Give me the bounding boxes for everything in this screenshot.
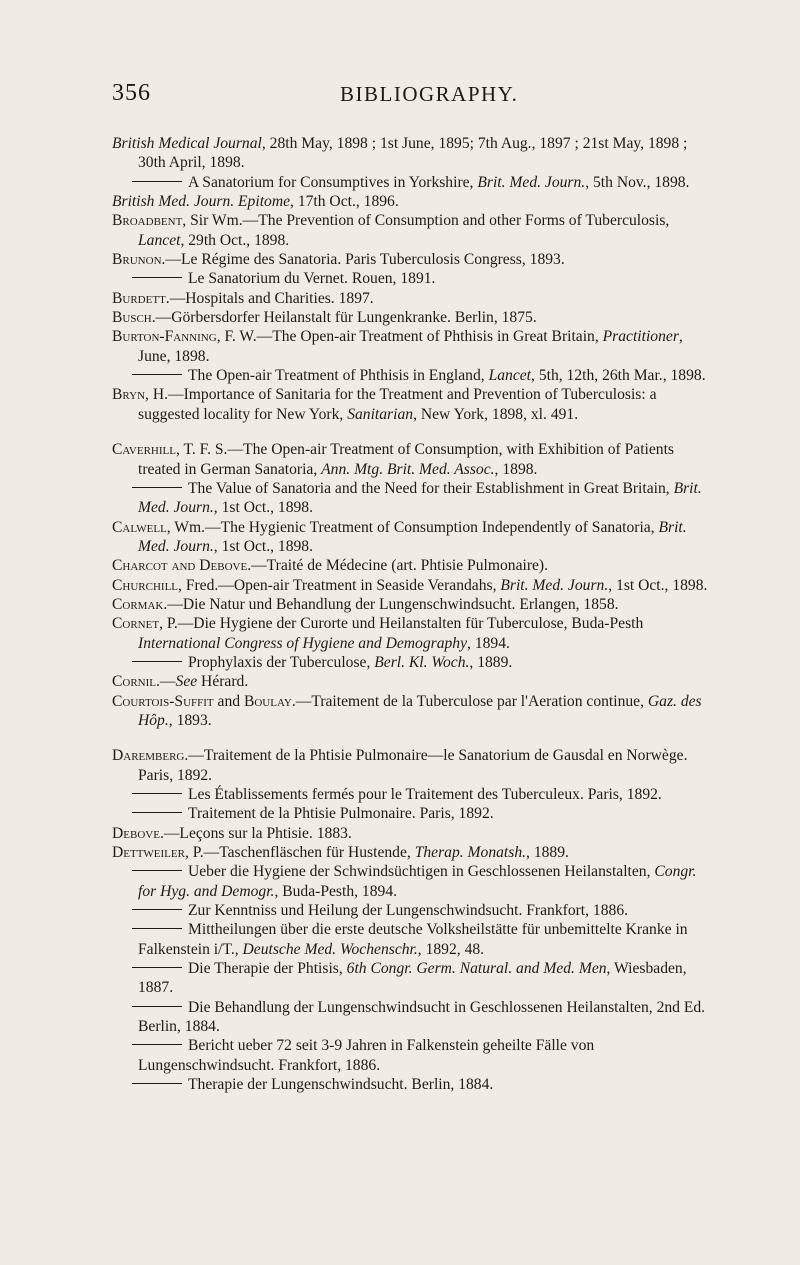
- entry-6: [112, 269, 718, 288]
- entry-text: Bericht ueber 72 seit 3-9 Jahren in Falkenstein geheilte Fälle von Lungenschwindsucht. Frankfort, 1886.: [138, 1037, 595, 1074]
- entry-author: Broadbent: [112, 212, 183, 230]
- entry-author: Debove: [112, 824, 160, 842]
- entry-journal: British Med. Journ. Epitome: [112, 193, 291, 211]
- entry-journal: Brit. Med. Journ.: [500, 576, 609, 594]
- entry-text: .—: [156, 673, 176, 691]
- entry-journal: Ann. Mtg. Brit. Med. Assoc.: [321, 460, 495, 478]
- entry-text: .—Die Natur und Behandlung der Lungenschwindsucht. Erlangen, 1858.: [163, 595, 619, 613]
- ditto-dash: [132, 812, 182, 813]
- entry-text: The Value of Sanatoria and the Need for their Establishment in Great Britain,: [188, 479, 674, 497]
- ditto-dash: [132, 967, 182, 968]
- entry-text: Zur Kenntniss und Heilung der Lungenschwindsucht. Frankfort, 1886.: [188, 902, 629, 920]
- entry-text: Prophylaxis der Tuberculose,: [188, 653, 375, 671]
- entry-text-2: .—Traitement de la Tuberculose par l'Aeration continue,: [291, 692, 648, 710]
- entry-author: Courtois-Suffit: [112, 692, 214, 710]
- entry-text: , Fred.—Open-air Treatment in Seaside Verandahs,: [178, 576, 501, 594]
- entry-12: [112, 440, 718, 479]
- entry-tail: , 1893.: [168, 711, 212, 729]
- page-number: 356: [112, 80, 151, 106]
- entry-journal: Sanitarian: [347, 405, 414, 423]
- entry-20: [112, 672, 718, 691]
- entry-22: [112, 746, 718, 785]
- entry-28: [112, 901, 718, 920]
- entry-tail: , 17th Oct., 1896.: [290, 193, 399, 211]
- entry-14: [112, 518, 718, 557]
- entry-journal: International Congress of Hygiene and Demography: [138, 634, 468, 652]
- entry-tail: , 28th May, 1898 ; 1st June, 1895; 7th Aug., 1897 ; 21st May, 1898 ; 30th April, 1898.: [138, 135, 688, 172]
- entry-author: Cornil: [112, 673, 157, 691]
- entry-journal: Deutsche Med. Wochenschr.: [242, 940, 418, 958]
- entry-text: , Sir Wm.—The Prevention of Consumption and other Forms of Tuberculosis,: [182, 212, 670, 230]
- entry-29: [112, 920, 718, 959]
- entry-text: , P.—Die Hygiene der Curorte und Heilanstalten für Tuberculose, Buda-Pesth: [159, 615, 644, 633]
- entry-tail: Hérard.: [197, 673, 249, 691]
- entry-author: Bryn: [112, 386, 146, 404]
- entry-text: .—Traitement de la Phtisie Pulmonaire—le Sanatorium de Gausdal en Norwège. Paris, 1892.: [138, 747, 688, 784]
- entry-tail: , 1st Oct., 1898.: [213, 499, 313, 517]
- ditto-dash: [132, 793, 182, 794]
- entry-tail: , 5th, 12th, 26th Mar., 1898.: [531, 367, 706, 385]
- entry-text: Mittheilungen über die erste deutsche Volksheilstätte für unbemittelte Kranke in Falkenstein i/T.,: [138, 921, 688, 958]
- entry-7: [112, 289, 718, 308]
- entry-32: [112, 1036, 718, 1075]
- entry-text: .—Görbersdorfer Heilanstalt für Lungenkranke. Berlin, 1875.: [151, 309, 537, 327]
- entry-tail: , Wiesbaden, 1887.: [138, 960, 687, 997]
- entry-33: [112, 1075, 718, 1094]
- entry-11: [112, 385, 718, 424]
- entry-tail: , 1st Oct., 1898.: [608, 576, 708, 594]
- entry-text: Traitement de la Phtisie Pulmonaire. Paris, 1892.: [188, 805, 494, 823]
- entry-text: and: [213, 692, 244, 710]
- entry-13: [112, 479, 718, 518]
- entry-24: [112, 804, 718, 823]
- entry-text: , P.—Taschenfläschen für Hustende,: [184, 844, 415, 862]
- entry-31: [112, 998, 718, 1037]
- ditto-dash: [132, 181, 182, 182]
- entry-author: Cornet: [112, 615, 160, 633]
- entry-author: Burton-Fanning: [112, 328, 217, 346]
- entry-author: Daremberg: [112, 747, 185, 765]
- page-header: [112, 80, 712, 110]
- bibliography-list: [112, 134, 718, 1095]
- entry-text: .—Hospitals and Charities. 1897.: [165, 289, 374, 307]
- ditto-dash: [132, 870, 182, 871]
- entry-30: [112, 959, 718, 998]
- entry-author: Calwell: [112, 518, 167, 536]
- running-head: BIBLIOGRAPHY.: [340, 82, 519, 106]
- entry-author: Dettweiler: [112, 844, 185, 862]
- entry-text: .—Leçons sur la Phtisie. 1883.: [159, 824, 352, 842]
- entry-tail: , 1889.: [526, 844, 569, 862]
- entry-tail: , 29th Oct., 1898.: [180, 231, 290, 249]
- entry-author: Cormak: [112, 595, 164, 613]
- entry-journal: Congr. for Hyg. and Demogr.: [138, 863, 697, 900]
- ditto-dash: [132, 487, 182, 488]
- entry-text: .—Traité de Médecine (art. Phtisie Pulmonaire).: [247, 557, 549, 575]
- entry-text: , Wm.—The Hygienic Treatment of Consumption Independently of Sanatoria,: [166, 518, 659, 536]
- entry-tail: , Buda-Pesth, 1894.: [274, 882, 398, 900]
- entry-5: [112, 250, 718, 269]
- entry-17: [112, 595, 718, 614]
- entry-journal: Berl. Kl. Woch.: [374, 653, 470, 671]
- entry-10: [112, 366, 718, 385]
- entry-1: [112, 134, 718, 173]
- entry-text: Therapie der Lungenschwindsucht. Berlin, 1884.: [188, 1076, 494, 1094]
- entry-journal: Practitioner: [602, 328, 679, 346]
- entry-8: [112, 308, 718, 327]
- entry-author: Churchill: [112, 576, 179, 594]
- entry-author: Busch: [112, 309, 152, 327]
- ditto-dash: [132, 1083, 182, 1084]
- entry-text: A Sanatorium for Consumptives in Yorkshire,: [188, 173, 478, 191]
- entry-18: [112, 614, 718, 653]
- entry-journal: Brit. Med. Journ.: [138, 518, 687, 555]
- ditto-dash: [132, 277, 182, 278]
- entry-tail: , 1892, 48.: [417, 940, 485, 958]
- entry-text: Die Therapie der Phtisis,: [188, 960, 347, 978]
- entry-text: Ueber die Hygiene der Schwindsüchtigen in Geschlossenen Heilanstalten,: [188, 863, 655, 881]
- entry-9: [112, 327, 718, 366]
- entry-text: , F. W.—The Open-air Treatment of Phthisis in Great Britain,: [216, 328, 603, 346]
- entry-journal: Therap. Monatsh.: [414, 844, 527, 862]
- entry-journal: Gaz. des Hôp.: [138, 692, 702, 729]
- ditto-dash: [132, 1044, 182, 1045]
- entry-journal: Brit. Med. Journ.: [138, 479, 702, 517]
- entry-author: Brunon: [112, 251, 162, 269]
- entry-text: , H.—Importance of Sanitaria for the Treatment and Prevention of Tuberculosis: a suggested locality for New York,: [138, 386, 657, 423]
- entry-text: Les Établissements fermés pour le Traitement des Tuberculeux. Paris, 1892.: [188, 786, 662, 803]
- ditto-dash: [132, 909, 182, 910]
- entry-4: [112, 211, 718, 250]
- entry-author-2: Boulay: [243, 692, 292, 710]
- entry-26: [112, 843, 718, 862]
- entry-text: , T. F. S.—The Open-air Treatment of Consumption, with Exhibition of Patients treated in German Sanatoria,: [138, 441, 675, 478]
- entry-2: [112, 173, 718, 192]
- entry-tail: , 5th Nov., 1898.: [585, 173, 690, 191]
- entry-tail: , 1898.: [494, 460, 538, 478]
- entry-author: Charcot and Debove: [112, 557, 248, 575]
- entry-text: The Open-air Treatment of Phthisis in England,: [188, 367, 489, 385]
- entry-25: [112, 824, 718, 843]
- entry-journal: Brit. Med. Journ.: [477, 173, 586, 191]
- entry-journal: See: [175, 673, 198, 691]
- ditto-dash: [132, 1006, 182, 1007]
- entry-journal: 6th Congr. Germ. Natural. and Med. Men: [346, 960, 607, 978]
- entry-21: [112, 692, 718, 731]
- entry-text: .—Le Régime des Sanatoria. Paris Tuberculosis Congress, 1893.: [161, 251, 565, 269]
- entry-tail: , 1st Oct., 1898.: [213, 537, 313, 555]
- entry-tail: , 1894.: [467, 634, 510, 652]
- entry-journal: British Medical Journal: [112, 135, 262, 152]
- entry-journal: Lancet: [138, 231, 181, 249]
- entry-journal: Lancet: [488, 367, 532, 385]
- entry-16: [112, 576, 718, 595]
- entry-tail: , New York, 1898, xl. 491.: [413, 405, 579, 423]
- entry-tail: , June, 1898.: [138, 328, 683, 365]
- entry-text: Die Behandlung der Lungenschwindsucht in Geschlossenen Heilanstalten, 2nd Ed. Berlin, 1884.: [138, 998, 706, 1036]
- entry-tail: , 1889.: [469, 653, 513, 671]
- ditto-dash: [132, 374, 182, 375]
- ditto-dash: [132, 661, 182, 662]
- entry-19: [112, 653, 718, 672]
- entry-15: [112, 556, 718, 575]
- entry-author: Caverhill: [112, 441, 176, 459]
- entry-23: [112, 785, 718, 804]
- entry-3: [112, 192, 718, 211]
- entry-text: Le Sanatorium du Vernet. Rouen, 1891.: [188, 270, 436, 288]
- ditto-dash: [132, 928, 182, 929]
- entry-27: [112, 862, 718, 901]
- entry-author: Burdett: [112, 289, 166, 307]
